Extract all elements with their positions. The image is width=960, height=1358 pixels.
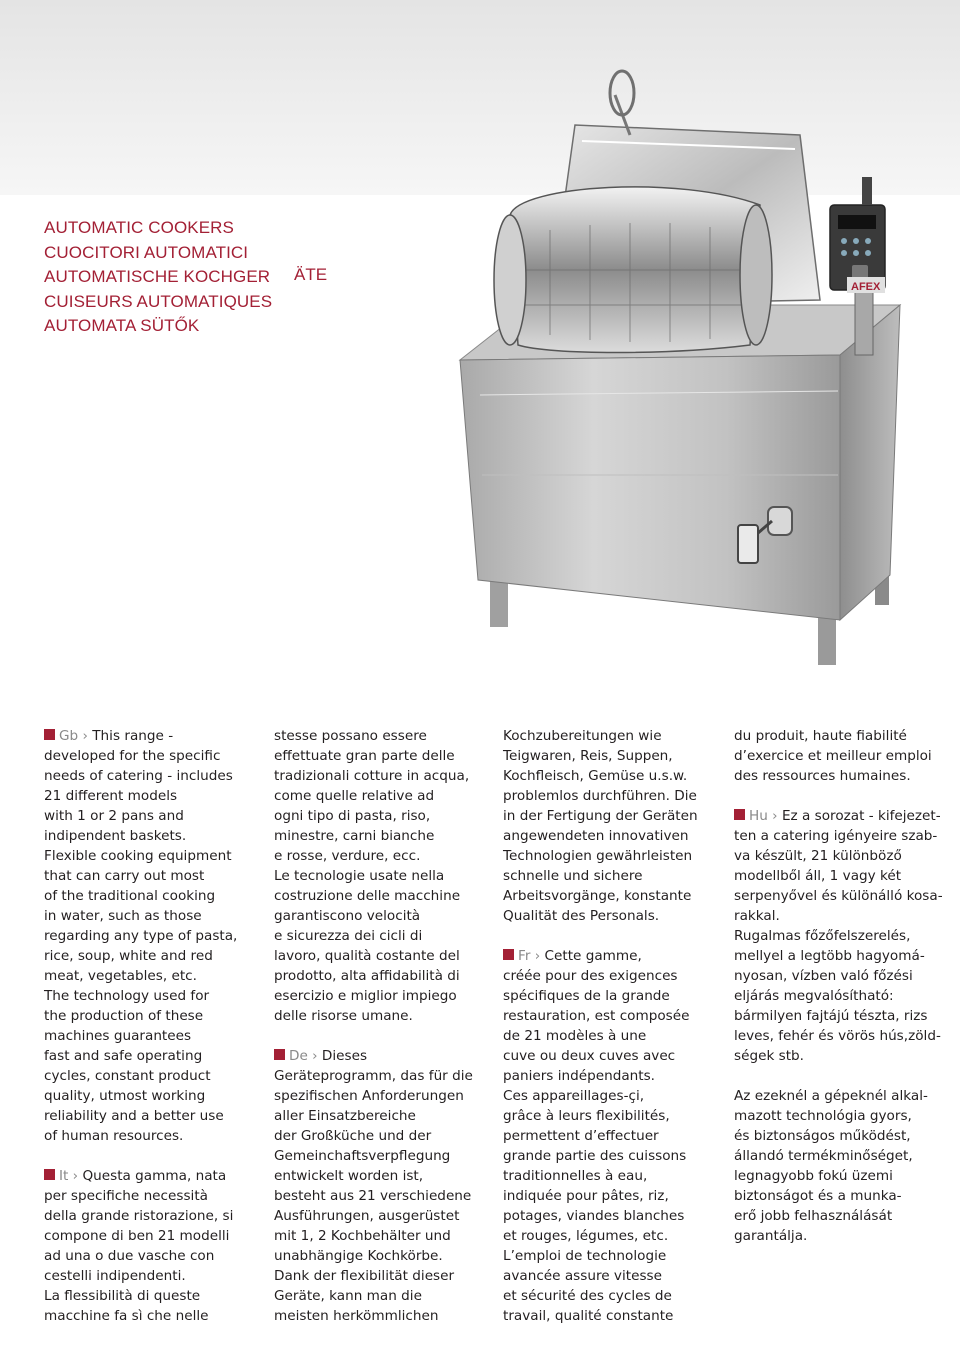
text-content: regarding any type of pasta, xyxy=(44,928,238,944)
text-line xyxy=(734,1106,952,1126)
text-content: paniers indépendants. xyxy=(503,1068,656,1084)
text-content: meat, vegetables, etc. xyxy=(44,968,197,984)
text-line xyxy=(44,1306,262,1326)
text-content: machines guarantees xyxy=(44,1028,192,1044)
language-marker-icon xyxy=(503,949,514,960)
text-content: problemlos durchführen. Die xyxy=(503,788,697,804)
text-line xyxy=(44,946,262,966)
text-line xyxy=(274,886,492,906)
text-content: delle risorse umane. xyxy=(274,1008,413,1024)
text-content: prodotto, alta affidabilità di xyxy=(274,968,460,984)
text-content: erő jobb felhasználását xyxy=(734,1208,893,1224)
text-content: grâce à leurs flexibilités, xyxy=(503,1108,670,1124)
text-content: va készült, 21 különböző xyxy=(734,848,902,864)
text-content: garantálja. xyxy=(734,1228,808,1244)
text-line xyxy=(44,966,262,986)
text-content: grande partie des cuissons xyxy=(503,1148,687,1164)
paragraph-gap xyxy=(734,1066,952,1086)
text-content: Ces appareillages-çi, xyxy=(503,1088,645,1104)
text-content: stesse possano essere xyxy=(274,728,427,744)
text-content: Gemeinchaftsverpflegung xyxy=(274,1148,451,1164)
text-line xyxy=(44,1246,262,1266)
text-content: needs of catering - includes xyxy=(44,768,233,784)
text-content: costruzione delle macchine xyxy=(274,888,461,904)
text-content: indipendent baskets. xyxy=(44,828,187,844)
language-code: It › xyxy=(59,1168,79,1184)
text-content: serpenyővel és különálló kosa- xyxy=(734,888,943,904)
text-content: L’emploi de technologie xyxy=(503,1248,667,1264)
text-line xyxy=(503,746,721,766)
text-content: Le tecnologie usate nella xyxy=(274,868,445,884)
text-line xyxy=(503,1106,721,1126)
text-line xyxy=(734,1166,952,1186)
text-line xyxy=(44,806,262,826)
language-marker-icon xyxy=(734,809,745,820)
text-content: that can carry out most xyxy=(44,868,205,884)
text-content: ad una o due vasche con xyxy=(44,1248,215,1264)
text-content: Ausführungen, ausgerüstet xyxy=(274,1208,460,1224)
text-content: This range - xyxy=(92,728,174,744)
text-line xyxy=(274,1226,492,1246)
text-content: d’exercice et meilleur emploi xyxy=(734,748,932,764)
text-line xyxy=(734,926,952,946)
text-content: reliability and a better use xyxy=(44,1108,224,1124)
text-line xyxy=(503,866,721,886)
text-content: Arbeitsvorgänge, konstante xyxy=(503,888,692,904)
text-line xyxy=(274,1306,492,1326)
text-line xyxy=(44,986,262,1006)
text-line xyxy=(503,906,721,926)
text-content: Flexible cooking equipment xyxy=(44,848,232,864)
text-line xyxy=(44,846,262,866)
text-line xyxy=(274,1006,492,1026)
text-line xyxy=(44,1106,262,1126)
text-line xyxy=(503,966,721,986)
text-line xyxy=(503,1086,721,1106)
text-line xyxy=(503,1306,721,1326)
text-line xyxy=(734,986,952,1006)
text-column-4 xyxy=(734,726,952,1246)
text-line xyxy=(274,1166,492,1186)
text-content: bármilyen fajtájú tészta, rizs xyxy=(734,1008,928,1024)
text-line xyxy=(503,1246,721,1266)
text-content: of human resources. xyxy=(44,1128,184,1144)
text-line xyxy=(503,1026,721,1046)
language-marker-icon xyxy=(274,1049,285,1060)
text-line xyxy=(734,1086,952,1106)
text-line xyxy=(44,926,262,946)
text-line xyxy=(44,1286,262,1306)
text-line xyxy=(274,946,492,966)
text-content: aller Einsatzbereiche xyxy=(274,1108,416,1124)
text-content: angewendeten innovativen xyxy=(503,828,689,844)
text-content: de 21 modèles à une xyxy=(503,1028,647,1044)
text-line xyxy=(734,866,952,886)
text-content: des ressources humaines. xyxy=(734,768,911,784)
title-italian: CUOCITORI AUTOMATICI xyxy=(44,242,249,262)
text-content: traditionnelles à eau, xyxy=(503,1168,648,1184)
text-line xyxy=(274,1066,492,1086)
paragraph-gap xyxy=(734,786,952,806)
text-line xyxy=(44,1006,262,1026)
text-content: per specifiche necessità xyxy=(44,1188,208,1204)
text-content: modellből áll, 1 vagy két xyxy=(734,868,902,884)
text-content: rakkal. xyxy=(734,908,780,924)
text-line xyxy=(734,726,952,746)
text-line xyxy=(503,986,721,1006)
text-content: restauration, est composée xyxy=(503,1008,690,1024)
text-line xyxy=(274,726,492,746)
text-content: schnelle und sichere xyxy=(503,868,643,884)
text-line xyxy=(734,1206,952,1226)
text-line xyxy=(734,1226,952,1246)
text-content: Ez a sorozat - kifejezet- xyxy=(781,808,941,824)
text-line xyxy=(44,906,262,926)
text-line xyxy=(274,786,492,806)
text-line xyxy=(274,1086,492,1106)
text-line xyxy=(503,1226,721,1246)
text-line xyxy=(734,766,952,786)
text-content: leves, fehér és vörös hús,zöld- xyxy=(734,1028,941,1044)
text-line xyxy=(274,906,492,926)
text-line xyxy=(274,1266,492,1286)
text-line xyxy=(274,926,492,946)
title-english: AUTOMATIC COOKERS xyxy=(44,218,234,237)
text-content: nyosan, vízben való főzési xyxy=(734,968,913,984)
text-content: La flessibilità di queste xyxy=(44,1288,201,1304)
paragraph-gap xyxy=(503,926,721,946)
text-line xyxy=(44,1206,262,1226)
text-content: Teigwaren, Reis, Suppen, xyxy=(503,748,673,764)
text-line xyxy=(44,1226,262,1246)
text-content: et sécurité des cycles de xyxy=(503,1288,672,1304)
text-line xyxy=(503,1046,721,1066)
text-content: mellyel a legtöbb hagyomá- xyxy=(734,948,925,964)
lifting-column xyxy=(855,285,873,355)
text-line xyxy=(44,1026,262,1046)
paragraph-gap xyxy=(274,1026,492,1046)
text-content: e sicurezza dei cicli di xyxy=(274,928,423,944)
text-content: Dieses xyxy=(321,1048,368,1064)
text-line xyxy=(44,766,262,786)
text-line xyxy=(274,846,492,866)
text-column-2 xyxy=(274,726,492,1326)
text-line xyxy=(274,866,492,886)
text-content: with 1 or 2 pans and xyxy=(44,808,184,824)
text-line xyxy=(503,1286,721,1306)
text-line xyxy=(274,966,492,986)
text-content: állandó termékminőséget, xyxy=(734,1148,913,1164)
text-line xyxy=(274,746,492,766)
text-line xyxy=(503,1006,721,1026)
text-content: minestre, carni bianche xyxy=(274,828,435,844)
text-line xyxy=(503,826,721,846)
text-line xyxy=(503,1126,721,1146)
text-content: come quelle relative ad xyxy=(274,788,435,804)
text-column-3 xyxy=(503,726,721,1326)
text-line xyxy=(734,906,952,926)
text-line xyxy=(734,1146,952,1166)
text-content: cycles, constant product xyxy=(44,1068,211,1084)
language-code: De › xyxy=(289,1048,318,1064)
text-content: et rouges, légumes, etc. xyxy=(503,1228,669,1244)
text-content: meisten herkömmlichen xyxy=(274,1308,439,1324)
text-content: tradizionali cotture in acqua, xyxy=(274,768,470,784)
text-line xyxy=(734,1126,952,1146)
text-content: compone di ben 21 modelli xyxy=(44,1228,230,1244)
text-line xyxy=(734,966,952,986)
text-content: Kochzubereitungen wie xyxy=(503,728,662,744)
text-line xyxy=(274,1246,492,1266)
text-line xyxy=(503,786,721,806)
text-content: travail, qualité constante xyxy=(503,1308,674,1324)
text-line xyxy=(734,1006,952,1026)
text-line xyxy=(734,1186,952,1206)
text-content: della grande ristorazione, si xyxy=(44,1208,234,1224)
text-content: besteht aus 21 verschiedene xyxy=(274,1188,472,1204)
text-line xyxy=(274,826,492,846)
text-content: Geräte, kann man die xyxy=(274,1288,422,1304)
text-line xyxy=(274,986,492,1006)
text-line xyxy=(44,866,262,886)
text-line xyxy=(503,886,721,906)
text-line xyxy=(503,846,721,866)
text-content: potages, viandes blanches xyxy=(503,1208,685,1224)
text-line xyxy=(503,1166,721,1186)
text-line xyxy=(734,946,952,966)
text-line xyxy=(44,1086,262,1106)
text-content: The technology used for xyxy=(44,988,210,1004)
text-content: créée pour des exigences xyxy=(503,968,678,984)
text-line xyxy=(503,1206,721,1226)
language-code: Fr › xyxy=(518,948,541,964)
language-marker-icon xyxy=(44,729,55,740)
text-line xyxy=(274,1126,492,1146)
text-content: Cette gamme, xyxy=(544,948,642,964)
text-line xyxy=(274,806,492,826)
text-line xyxy=(503,726,721,746)
text-content: Qualität des Personals. xyxy=(503,908,660,924)
text-line xyxy=(503,806,721,826)
text-line xyxy=(734,886,952,906)
text-line xyxy=(734,806,952,826)
brand-plate: AFEX xyxy=(851,281,881,293)
text-line xyxy=(44,1046,262,1066)
text-line xyxy=(44,1166,262,1186)
text-line xyxy=(44,826,262,846)
text-content: indiquée pour pâtes, riz, xyxy=(503,1188,669,1204)
text-line xyxy=(503,1266,721,1286)
text-content: ogni tipo di pasta, riso, xyxy=(274,808,431,824)
text-line xyxy=(44,1186,262,1206)
text-content: eljárás megvalósítható: xyxy=(734,988,894,1004)
text-content: és biztonságos működést, xyxy=(734,1128,911,1144)
text-line xyxy=(274,1106,492,1126)
text-content: garantiscono velocità xyxy=(274,908,421,924)
text-content: developed for the specific xyxy=(44,748,221,764)
text-content: the production of these xyxy=(44,1008,204,1024)
text-content: unabhängige Kochkörbe. xyxy=(274,1248,443,1264)
text-line xyxy=(503,1066,721,1086)
text-content: mazott technológia gyors, xyxy=(734,1108,912,1124)
text-content: entwickelt worden ist, xyxy=(274,1168,424,1184)
text-content: quality, utmost working xyxy=(44,1088,206,1104)
text-content: der Großküche und der xyxy=(274,1128,432,1144)
text-column-1 xyxy=(44,726,262,1326)
text-content: spezifischen Anforderungen xyxy=(274,1088,464,1104)
text-line xyxy=(734,826,952,846)
text-content: ségek stb. xyxy=(734,1048,804,1064)
text-line xyxy=(274,1286,492,1306)
text-content: fast and safe operating xyxy=(44,1048,203,1064)
text-content: Questa gamma, nata xyxy=(82,1168,227,1184)
text-content: Kochfleisch, Gemüse u.s.w. xyxy=(503,768,688,784)
text-line xyxy=(734,1046,952,1066)
text-content: avancée assure vitesse xyxy=(503,1268,662,1284)
language-code: Gb › xyxy=(59,728,88,744)
text-content: biztonságot és a munka- xyxy=(734,1188,902,1204)
text-content: Technologien gewährleisten xyxy=(503,848,693,864)
paragraph-gap xyxy=(44,1146,262,1166)
text-content: in water, such as those xyxy=(44,908,202,924)
text-line xyxy=(503,1186,721,1206)
text-content: du produit, haute fiabilité xyxy=(734,728,907,744)
lid-handle xyxy=(610,71,634,115)
text-content: Rugalmas főzőfelszerelés, xyxy=(734,928,911,944)
text-line xyxy=(44,786,262,806)
text-content: spécifiques de la grande xyxy=(503,988,670,1004)
text-content: legnagyobb fokú üzemi xyxy=(734,1168,893,1184)
title-french: CUISEURS AUTOMATIQUES xyxy=(44,291,273,311)
automatic-cooker-photo xyxy=(400,55,940,675)
text-line xyxy=(734,846,952,866)
text-line xyxy=(44,726,262,746)
text-line xyxy=(274,1186,492,1206)
text-line xyxy=(44,1126,262,1146)
text-content: e rosse, verdure, ecc. xyxy=(274,848,421,864)
text-line xyxy=(44,1066,262,1086)
text-line xyxy=(503,1146,721,1166)
text-line xyxy=(274,1046,492,1066)
text-content: mit 1, 2 Kochbehälter und xyxy=(274,1228,451,1244)
text-content: Az ezeknél a gépeknél alkal- xyxy=(734,1088,928,1104)
text-content: 21 different models xyxy=(44,788,178,804)
text-content: esercizio e miglior impiego xyxy=(274,988,457,1004)
text-content: rice, soup, white and red xyxy=(44,948,213,964)
text-content: permettent d’effectuer xyxy=(503,1128,659,1144)
text-content: of the traditional cooking xyxy=(44,888,216,904)
text-line xyxy=(274,766,492,786)
text-line xyxy=(734,1026,952,1046)
text-content: macchine fa sì che nelle xyxy=(44,1308,209,1324)
text-line xyxy=(503,766,721,786)
title-german-fragment: ÄTE xyxy=(294,265,328,284)
text-content: Dank der flexibilität dieser xyxy=(274,1268,455,1284)
text-content: Geräteprogramm, das für die xyxy=(274,1068,473,1084)
text-content: ten a catering igényeire szab- xyxy=(734,828,938,844)
title-hungarian: AUTOMATA SÜTŐK xyxy=(44,316,200,335)
text-content: cestelli indipendenti. xyxy=(44,1268,186,1284)
text-content: in der Fertigung der Geräten xyxy=(503,808,698,824)
text-content: lavoro, qualità costante del xyxy=(274,948,460,964)
text-line xyxy=(734,746,952,766)
title-german: AUTOMATISCHE KOCHGER xyxy=(44,267,271,286)
language-marker-icon xyxy=(44,1169,55,1180)
text-content: cuve ou deux cuves avec xyxy=(503,1048,676,1064)
text-line xyxy=(274,1146,492,1166)
text-line xyxy=(44,746,262,766)
language-code: Hu › xyxy=(749,808,778,824)
text-line xyxy=(503,946,721,966)
text-line xyxy=(44,1266,262,1286)
text-content: effettuate gran parte delle xyxy=(274,748,455,764)
text-line xyxy=(44,886,262,906)
text-line xyxy=(274,1206,492,1226)
